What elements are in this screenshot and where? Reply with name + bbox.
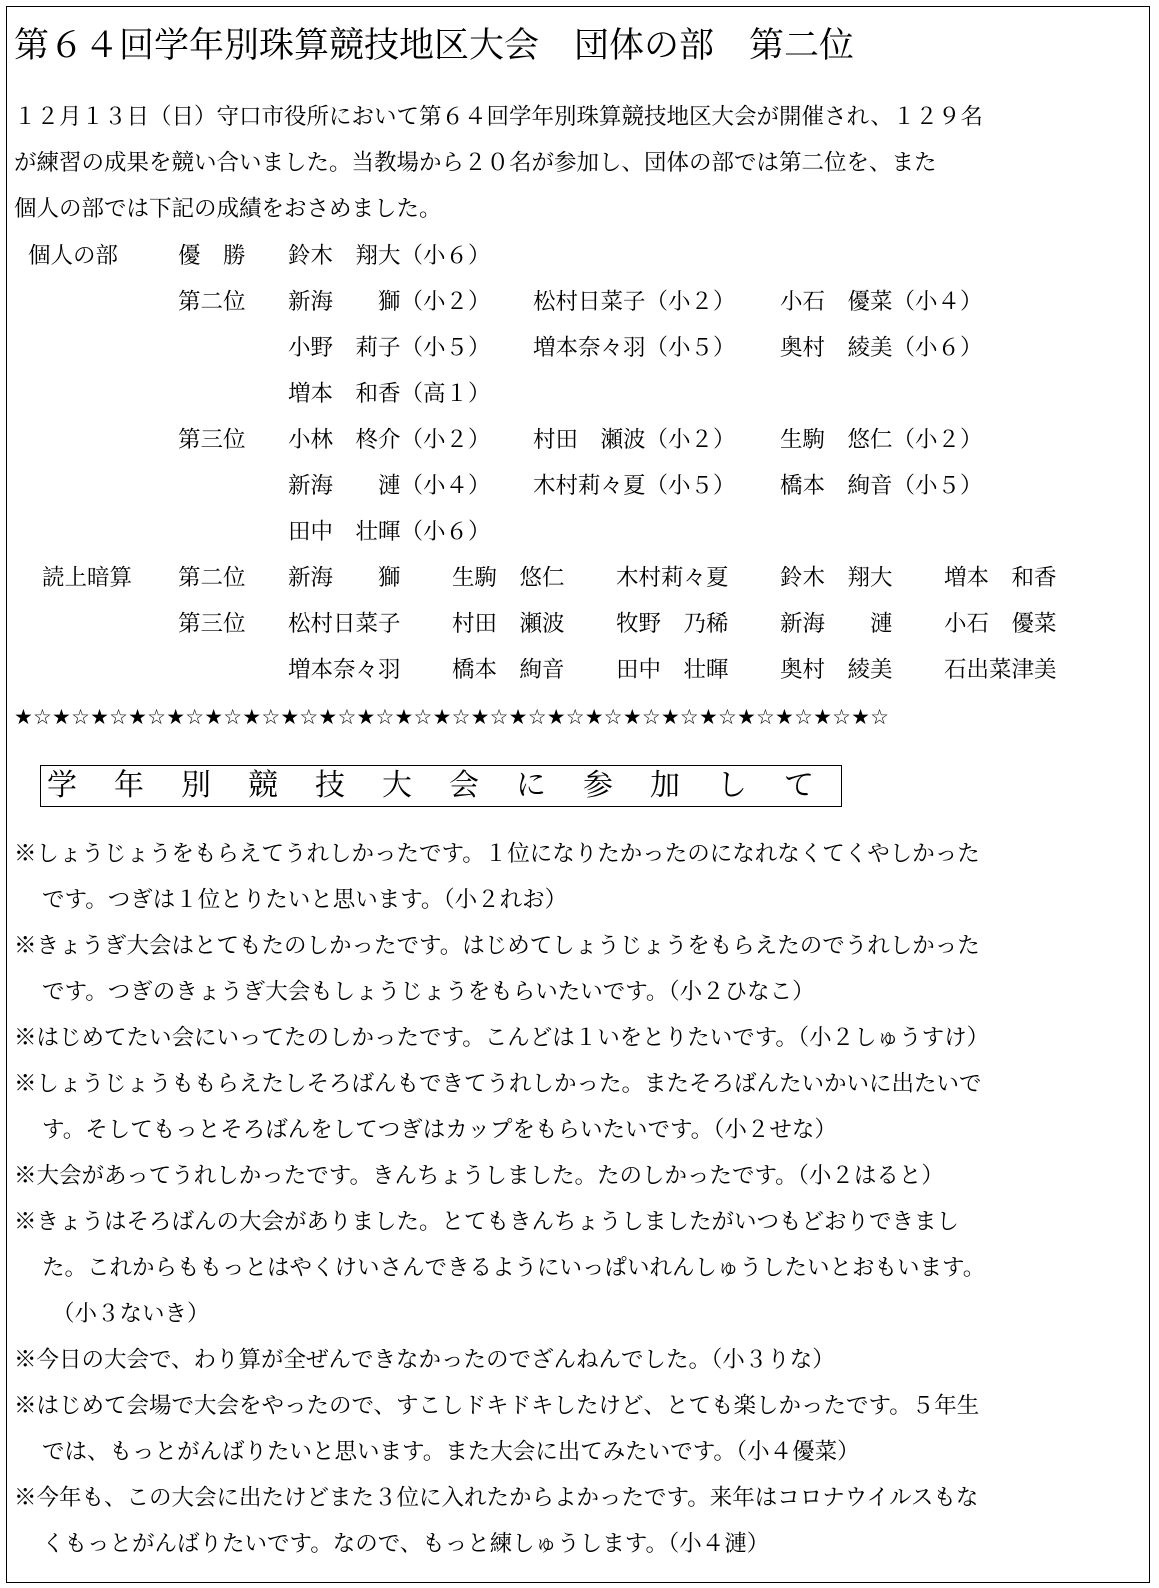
comment-line: です。つぎは１位とりたいと思います。（小２れお） [42,887,568,913]
result-name: 村田 瀬波（小２） [533,427,736,453]
comment-line: ※はじめてたい会にいってたのしかったです。こんどは１いをとりたいです。（小２しゅうすけ） [14,1025,990,1051]
result-name: 奥村 綾美（小６） [780,335,983,361]
anzan-name: 新海 獅 [288,565,401,591]
result-name: 小野 莉子（小５） [288,335,491,361]
comment-line: くもっとがんばりたいです。なので、もっと練しゅうします。（小４漣） [42,1531,770,1557]
anzan-name: 田中 壮暉 [616,657,729,683]
result-name: 新海 漣（小４） [288,473,491,499]
result-name: 橋本 絢音（小５） [780,473,983,499]
result-category: 優 勝 [178,243,246,269]
comment-line: ※きょうはそろばんの大会がありました。とてもきんちょうしましたがいつもどおりできまし [14,1209,960,1235]
comment-line: では、もっとがんばりたいと思います。また大会に出てみたいです。（小４優菜） [42,1439,860,1465]
comment-line: ※はじめて会場で大会をやったので、すこしドキドキしたけど、とても楽しかったです。５年生 [14,1393,980,1419]
result-category: 第三位 [178,427,246,453]
section-title-char: 競 [248,768,278,803]
comment-line: た。これからももっとはやくけいさんできるようにいっぱいれんしゅうしたいとおもいます。 [42,1255,986,1281]
comment-line: す。そしてもっとそろばんをしてつぎはカップをもらいたいです。（小２せな） [42,1117,837,1143]
section-title-char: て [784,768,814,803]
intro-line-1: １２月１３日（日）守口市役所において第６４回学年別珠算競技地区大会が開催され、１２９名 [14,104,983,130]
anzan-name: 松村日菜子 [288,611,401,637]
anzan-name: 牧野 乃稀 [616,611,729,637]
section-title-char: 別 [181,768,211,803]
anzan-name: 橋本 絢音 [452,657,565,683]
section-title-char: 会 [449,768,479,803]
intro-line-3: 個人の部では下記の成績をおさめました。 [14,196,442,222]
comment-line: ※しょうじょうをもらえてうれしかったです。１位になりたかったのになれなくてくやしかった [14,841,980,867]
comment-line: ※しょうじょうももらえたしそろばんもできてうれしかった。またそろばんたいかいに出たいで [14,1071,982,1097]
section-title-char: 参 [583,768,613,803]
result-name: 小石 優菜（小４） [780,289,983,315]
comment-line: （小３ないき） [52,1301,210,1327]
result-name: 鈴木 翔大（小６） [288,243,491,269]
anzan-category: 第二位 [178,565,246,591]
result-name: 松村日菜子（小２） [533,289,736,315]
anzan-name: 増本 和香 [944,565,1057,591]
comment-line: ※今年も、この大会に出たけどまた３位に入れたからよかったです。来年はコロナウイルスもな [14,1485,979,1511]
section-title-char: に [516,768,546,803]
section-title-char: 技 [315,768,345,803]
section-title-box [40,765,842,807]
section-title-char: 年 [114,768,144,803]
section-title-char: 大 [382,768,412,803]
anzan-name: 石出菜津美 [944,657,1057,683]
result-name: 増本 和香（高１） [288,381,491,407]
result-name: 新海 獅（小２） [288,289,491,315]
result-name: 田中 壮暉（小６） [288,519,491,545]
intro-line-2: が練習の成果を競い合いました。当教場から２０名が参加し、団体の部では第二位を、また [14,150,937,176]
anzan-name: 新海 漣 [780,611,893,637]
anzan-name: 奥村 綾美 [780,657,893,683]
anzan-category: 第三位 [178,611,246,637]
anzan-name: 木村莉々夏 [616,565,729,591]
anzan-name: 村田 瀬波 [452,611,565,637]
result-category: 第二位 [178,289,246,315]
section-title-char: 加 [650,768,680,803]
anzan-section-label: 読上暗算 [42,565,133,591]
result-name: 増本奈々羽（小５） [533,335,736,361]
comment-line: ※今日の大会で、わり算が全ぜんできなかったのでざんねんでした。（小３りな） [14,1347,835,1373]
section-title-char: 学 [47,768,77,803]
page-title: 第６４回学年別珠算競技地区大会 団体の部 第二位 [14,26,855,66]
comment-line: ※きょうぎ大会はとてもたのしかったです。はじめてしょうじょうをもらえたのでうれしかった [14,933,980,959]
star-separator: ★☆★☆★☆★☆★☆★☆★☆★☆★☆★☆★☆★☆★☆★☆★☆★☆★☆★☆★☆★☆★☆★☆★☆ [14,705,890,729]
anzan-name: 小石 優菜 [944,611,1057,637]
anzan-name: 生駒 悠仁 [452,565,565,591]
comment-line: です。つぎのきょうぎ大会もしょうじょうをもらいたいです。（小２ひなこ） [42,979,815,1005]
result-name: 木村莉々夏（小５） [533,473,736,499]
comment-line: ※大会があってうれしかったです。きんちょうしました。たのしかったです。（小２はると） [14,1163,944,1189]
individual-section-label: 個人の部 [28,243,119,269]
anzan-name: 増本奈々羽 [288,657,401,683]
section-title-char: し [717,768,747,803]
anzan-name: 鈴木 翔大 [780,565,893,591]
result-name: 小林 柊介（小２） [288,427,491,453]
result-name: 生駒 悠仁（小２） [780,427,983,453]
